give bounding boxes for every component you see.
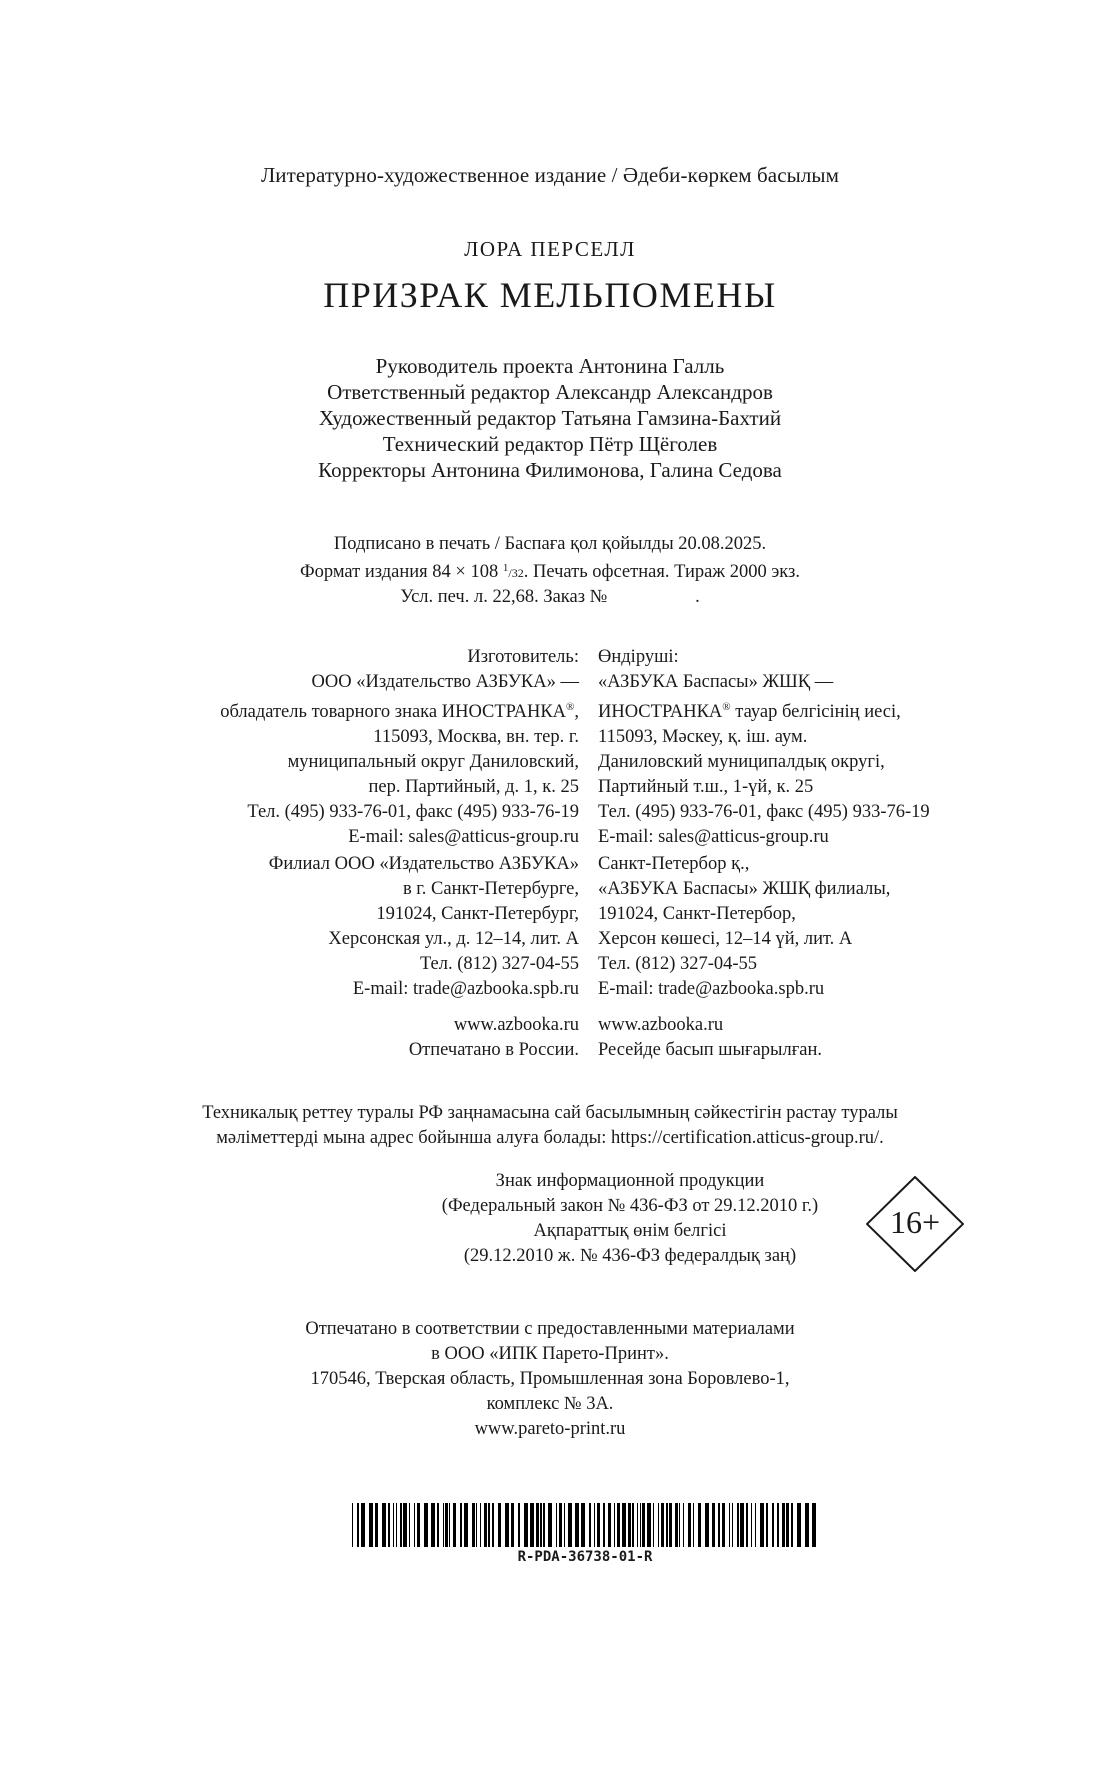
branch-kz-email: E-mail: trade@azbooka.spb.ru	[598, 979, 825, 999]
branch-kz-heading: Санкт-Петербор қ.,	[598, 854, 750, 874]
manufacturer-kz-line: 115093, Мәскеу, қ. іш. аум.	[598, 727, 808, 747]
trademark-text: обладатель товарного знака ИНОСТРАНКА	[220, 702, 567, 722]
website-kz: www.azbooka.ru	[598, 1015, 724, 1035]
printer-address: комплекс № 3А.	[486, 1394, 614, 1414]
web-ru	[409, 1013, 579, 1063]
barcode-label: R-PDA-36738-01-R	[517, 1549, 653, 1565]
branch-ru-email: E-mail: trade@azbooka.spb.ru	[352, 979, 579, 999]
manufacturer-ru-line: муниципальный округ Даниловский,	[287, 752, 579, 772]
credit-managing-editor: Ответственный редактор Александр Александров	[327, 380, 773, 404]
printed-in-russia-kz: Ресейде басып шығарылған.	[598, 1040, 823, 1060]
branch-kz-line: Херсон көшесі, 12–14 үй, лит. А	[598, 929, 853, 949]
credits-block	[0, 353, 1100, 483]
printer-line: Отпечатано в соответствии с предоставленными материалами	[305, 1319, 795, 1339]
branch-ru-heading: Филиал ООО «Издательство АЗБУКА»	[268, 854, 579, 874]
certification-line: Техникалық реттеу туралы РФ заңнамасына сай басылымның сәйкестігін растау туралы	[202, 1103, 898, 1123]
registered-mark: ®	[722, 701, 731, 713]
age-rating-label: 16+	[889, 1204, 941, 1240]
barcode-icon	[352, 1503, 818, 1547]
info-sign-line: (Федеральный закон № 436-ФЗ от 29.12.2010 г.)	[441, 1196, 819, 1216]
manufacturer-kz-trademark	[598, 695, 930, 725]
branch-kz-line: «АЗБУКА Баспасы» ЖШҚ филиалы,	[598, 879, 891, 899]
website-ru: www.azbooka.ru	[453, 1015, 579, 1035]
branch-kz-line: 191024, Санкт-Петербор,	[598, 904, 796, 924]
manufacturer-ru	[220, 645, 579, 850]
format-suffix: . Печать офсетная. Тираж 2000 экз.	[523, 562, 800, 582]
printed-in-russia: Отпечатано в России.	[408, 1040, 579, 1060]
author-name: ЛОРА ПЕРСЕЛЛ	[464, 237, 636, 261]
info-sign-line: (29.12.2010 ж. № 436-ФЗ федералдық заң)	[463, 1246, 797, 1266]
manufacturer-ru-line: 115093, Москва, вн. тер. г.	[373, 727, 579, 747]
format-fraction-num: 1	[502, 562, 509, 574]
printer-name: в ООО «ИПК Парето-Принт».	[431, 1344, 669, 1364]
registered-mark: ®	[566, 701, 575, 713]
credit-proofreaders: Корректоры Антонина Филимонова, Галина Седова	[318, 458, 782, 482]
format-fraction-den: /32	[508, 566, 524, 580]
info-sign-line: Ақпараттық өнім белгісі	[533, 1221, 727, 1241]
credit-technical-editor: Технический редактор Пётр Щёголев	[382, 432, 718, 456]
certification-line: мәліметтерді мына адрес бойынша алуға болады: https://certification.atticus-group.ru/.	[216, 1128, 884, 1148]
branch-ru-line: в г. Санкт-Петербурге,	[402, 879, 579, 899]
credit-art-editor: Художественный редактор Татьяна Гамзина-Бахтий	[318, 406, 782, 430]
manufacturer-ru-line: пер. Партийный, д. 1, к. 25	[368, 777, 579, 797]
manufacturer-kz-heading: Өндіруші:	[598, 647, 679, 667]
print-info-block	[0, 532, 1100, 609]
manufacturer-kz-line: Даниловский муниципалдық округі,	[598, 752, 885, 772]
manufacturer-kz-line: Партийный т.ш., 1-үй, к. 25	[598, 777, 814, 797]
branch-kz	[598, 852, 890, 1002]
trademark-text: ИНОСТРАНКА	[598, 702, 723, 722]
printer-info	[0, 1317, 1100, 1442]
web-kz	[598, 1013, 822, 1063]
manufacturer-ru-heading: Изготовитель:	[467, 647, 579, 667]
manufacturer-ru-email: E-mail: sales@atticus-group.ru	[348, 827, 579, 847]
manufacturer-kz-line: «АЗБУКА Баспасы» ЖШҚ —	[598, 672, 834, 692]
manufacturer-kz	[598, 645, 930, 850]
branch-ru-line: Херсонская ул., д. 12–14, лит. А	[328, 929, 579, 949]
credit-project-lead: Руководитель проекта Антонина Галль	[375, 354, 725, 378]
format-prefix: Формат издания 84 × 108	[300, 562, 503, 582]
trademark-suffix: ,	[574, 702, 579, 722]
branch-kz-phone: Тел. (812) 327-04-55	[598, 954, 758, 974]
certification-notice	[0, 1101, 1100, 1151]
signed-to-print: Подписано в печать / Баспаға қол қойылды 20.08.2025.	[333, 534, 767, 554]
manufacturer-ru-trademark	[220, 695, 579, 725]
manufacturer-ru-line: ООО «Издательство АЗБУКА» —	[311, 672, 579, 692]
branch-ru-line: 191024, Санкт-Петербург,	[376, 904, 579, 924]
info-product-sign	[350, 1169, 910, 1269]
printer-website: www.pareto-print.ru	[474, 1419, 626, 1439]
format-line	[0, 556, 1100, 585]
sheets-order: Усл. печ. л. 22,68. Заказ № .	[400, 587, 700, 607]
edition-type: Литературно-художественное издание / Әдеби-көркем басылым	[260, 163, 840, 187]
book-title: ПРИЗРАК МЕЛЬПОМЕНЫ	[323, 275, 777, 315]
trademark-suffix: тауар белгісінің иесі,	[730, 702, 901, 722]
manufacturer-kz-email: E-mail: sales@atticus-group.ru	[598, 827, 829, 847]
manufacturer-ru-phone: Тел. (495) 933-76-01, факс (495) 933-76-19	[247, 802, 579, 822]
branch-ru-phone: Тел. (812) 327-04-55	[419, 954, 579, 974]
info-sign-line: Знак информационной продукции	[495, 1171, 765, 1191]
age-rating-badge	[866, 1176, 964, 1272]
branch-ru	[269, 852, 579, 1002]
manufacturer-kz-phone: Тел. (495) 933-76-01, факс (495) 933-76-19	[598, 802, 930, 822]
printer-address: 170546, Тверская область, Промышленная зона Боровлево-1,	[310, 1369, 790, 1389]
